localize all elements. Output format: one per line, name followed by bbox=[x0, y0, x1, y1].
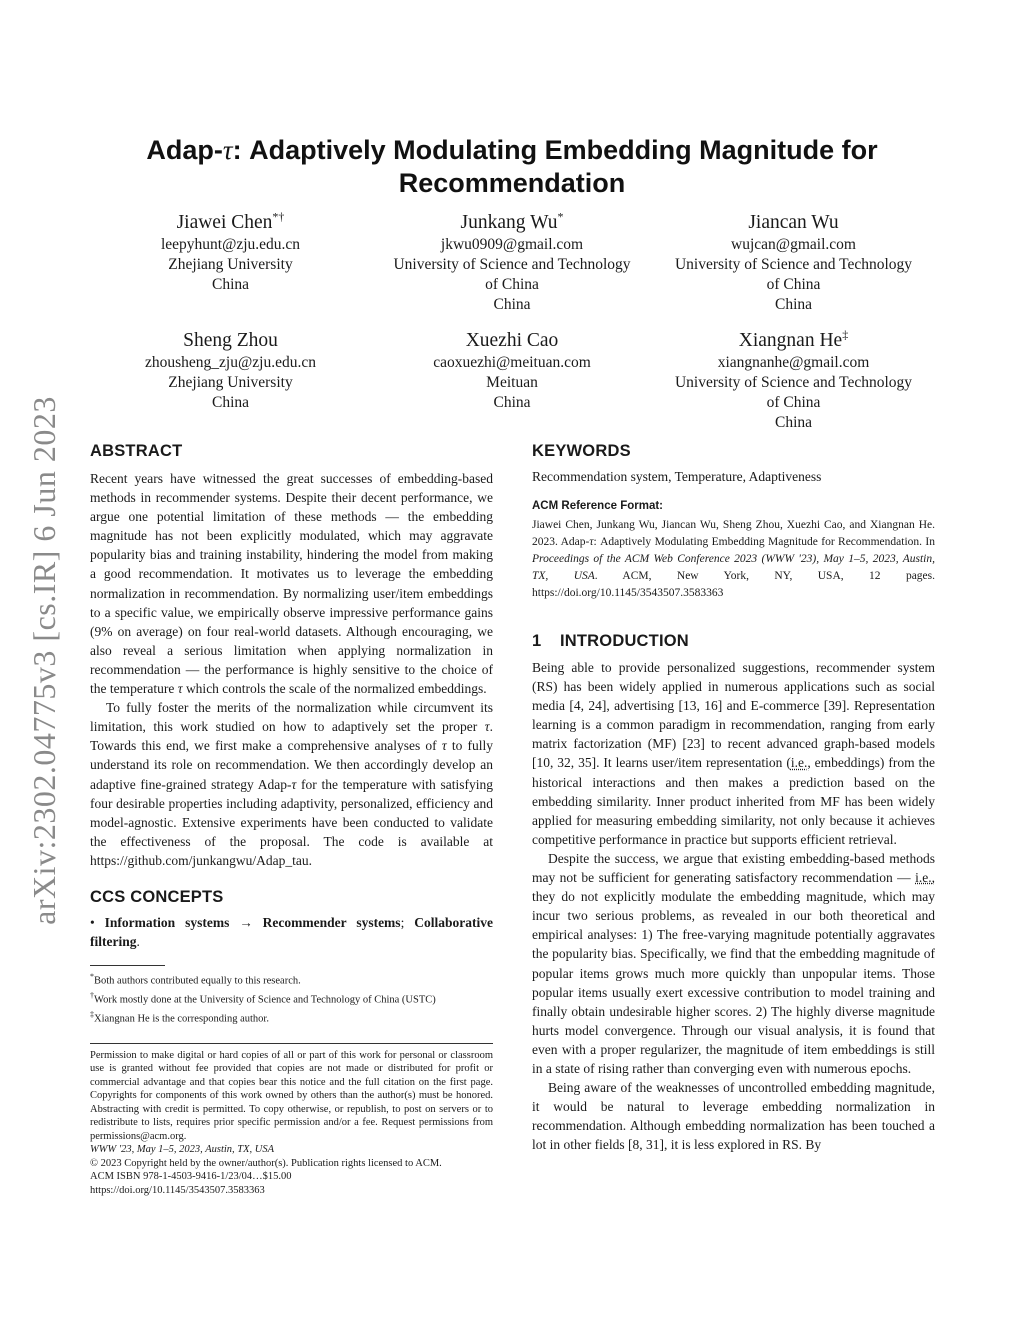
ccs-concepts-text: • Information systems → Recommender systems; Collaborative filtering. bbox=[90, 914, 493, 949]
ccs-heading: CCS CONCEPTS bbox=[90, 887, 224, 906]
author-country: China bbox=[493, 296, 531, 313]
abstract-section bbox=[90, 440, 493, 870]
footnote: †Work mostly done at the University of Science and Technology of China (USTC) bbox=[90, 990, 436, 1006]
author-email: xiangnanhe@gmail.com bbox=[717, 354, 870, 371]
arxiv-side-stamp bbox=[14, 380, 74, 940]
author-affiliation: Zhejiang University bbox=[168, 256, 293, 273]
author-block bbox=[653, 211, 934, 315]
author-name: Jiawei Chen*† bbox=[176, 209, 285, 233]
paper-title: Adap-τ: Adaptively Modulating Embedding Magnitude for Recommendation bbox=[146, 135, 878, 198]
right-column bbox=[532, 440, 935, 1154]
author-name: Sheng Zhou bbox=[183, 330, 278, 351]
author-email: zhousheng_zju@zju.edu.cn bbox=[145, 354, 316, 371]
acm-reference-venue: Proceedings of the ACM Web Conference 2023 (WWW '23), May 1–5, 2023, Austin, TX, USA bbox=[532, 553, 935, 582]
author-email: leepyhunt@zju.edu.cn bbox=[160, 236, 301, 253]
abstract-paragraph-2: To fully foster the merits of the normalization while circumvent its limitation, this work studied on how to adaptively set the proper τ. Towards this end, we first make a comprehensive analyses of τ to fully understand its role on recommendation. We then accordingly develop an adaptive fine-grained strategy Adap-τ for the temperature with satisfying four desirable properties including adaptivity, personalized, efficiency and model-agnostic. Extensive experiments have been conducted to validate the effectiveness of the proposal. The code is available at https://github.com/junkangwu/Adap_tau. bbox=[90, 700, 493, 868]
author-affiliation: University of Science and Technology bbox=[674, 374, 913, 391]
author-country: China bbox=[211, 276, 250, 293]
abstract-heading: ABSTRACT bbox=[90, 442, 183, 460]
tau-symbol: τ bbox=[589, 536, 594, 548]
author-mark: ‡ bbox=[842, 327, 849, 342]
tau-symbol: τ bbox=[177, 681, 183, 697]
tau-symbol: τ bbox=[484, 719, 490, 735]
author-affiliation: Meituan bbox=[486, 374, 538, 391]
tau-symbol: τ bbox=[441, 738, 447, 754]
author-block bbox=[372, 211, 653, 315]
author-block bbox=[372, 329, 653, 433]
footnote-rule bbox=[90, 965, 165, 966]
author-affiliation-2: of China bbox=[766, 276, 821, 293]
author-affiliation-2: of China bbox=[485, 276, 539, 293]
author-block bbox=[90, 329, 371, 433]
author-affiliation: University of Science and Technology bbox=[393, 256, 631, 273]
doi-line: https://doi.org/10.1145/3543507.3583363 bbox=[90, 1184, 265, 1196]
acm-reference-heading: ACM Reference Format: bbox=[532, 500, 663, 512]
author-name: Junkang Wu* bbox=[460, 209, 564, 233]
section-number: 1 bbox=[532, 632, 542, 650]
author-country: China bbox=[774, 414, 813, 431]
permission-block bbox=[90, 1049, 493, 1198]
author-email: jkwu0909@gmail.com bbox=[440, 236, 584, 253]
intro-paragraph-3: Being aware of the weaknesses of uncontrolled embedding magnitude, it would be natural to leverage embedding normalization in recommendation. Although embedding normalization has been touched a lot in other fields [8, 31], it is less explored in RS. By bbox=[532, 1080, 935, 1153]
intro-paragraph-1: Being able to provide personalized suggestions, recommender system (RS) has been widely applied in numerous applications such as social media [4, 24], advertising [13, 16] and E-commerce [39]. Representation learning is a common paradigm in recommendation, ranging from early matrix factorization (MF) [23] to recent advanced graph-based models [10, 32, 35]. It learns user/item representation (i.e., embeddings) from the historical interactions and then makes a prediction based on the embedding similarity. Inner product inherited from MF has been widely applied for measuring embedding similarity, not only because it achieves competitive performance in practice but supports efficient retrieval. bbox=[532, 660, 935, 847]
arxiv-id-text: arXiv:2302.04775v3 [cs.IR] 6 Jun 2023 bbox=[25, 395, 62, 925]
author-mark: *† bbox=[272, 209, 285, 224]
footnote: ‡Xiangnan He is the corresponding author. bbox=[90, 1009, 269, 1025]
intro-paragraph-2: Despite the success, we argue that existing embedding-based methods may not be sufficient for generating satisfactory recommendation — i.e., they do not explicitly modulate the embedding magnitude, which may incur two serious problems, as revealed in our both theoretical and empirical analyses: 1) The free-varying magnitude potentially aggravates the popularity bias. Specifically, we find that the embedding magnitude of popular items grows much more quickly than unpopular items. Those popular items usually exert excessive contribution to model training and finally obtain undesirable higher scores. 2) The highly diverse magnitude hurts model convergence. Through our visual analysis, it is found that even with a proper regularizer, the magnitude of item embeddings is still in a state of rising rather than converging even with numerous epochs. bbox=[532, 850, 935, 1076]
author-email: wujcan@gmail.com bbox=[731, 236, 856, 253]
author-affiliation: Zhejiang University bbox=[168, 374, 293, 391]
author-affiliation: University of Science and Technology bbox=[674, 256, 913, 273]
venue-line: WWW '23, May 1–5, 2023, Austin, TX, USA bbox=[90, 1144, 275, 1156]
keywords-text: Recommendation system, Temperature, Adaptiveness bbox=[532, 469, 822, 484]
author-row-2 bbox=[90, 329, 934, 433]
author-country: China bbox=[211, 394, 250, 411]
author-affiliation-2: of China bbox=[766, 394, 821, 411]
author-name: Xuezhi Cao bbox=[465, 330, 559, 351]
author-row-1 bbox=[90, 211, 934, 315]
author-block bbox=[90, 211, 371, 315]
author-name: Jiancan Wu bbox=[748, 212, 839, 233]
ie-abbrev: i.e., bbox=[915, 870, 935, 886]
author-block bbox=[653, 329, 934, 433]
author-country: China bbox=[774, 296, 813, 313]
copyright-line: © 2023 Copyright held by the owner/author(s). Publication rights licensed to ACM. bbox=[90, 1157, 442, 1169]
introduction-heading: 1 INTRODUCTION bbox=[532, 632, 689, 650]
footnotes bbox=[90, 970, 493, 1027]
left-column bbox=[90, 440, 493, 1197]
isbn-line: ACM ISBN 978-1-4503-9416-1/23/04…$15.00 bbox=[90, 1171, 292, 1183]
author-mark: * bbox=[557, 209, 564, 224]
permission-rule bbox=[90, 1043, 493, 1044]
keywords-heading: KEYWORDS bbox=[532, 442, 631, 460]
author-name: Xiangnan He‡ bbox=[738, 327, 849, 351]
permission-text: Permission to make digital or hard copies of all or part of this work for personal or classroom use is granted without fee provided that copies are not made or distributed for profit or commercial advantage and that copies bear this notice and the full citation on the first page. Copyrights for components of this work owned by others than the author(s) must be honored. Abstracting with credit is permitted. To copy otherwise, or republish, to post on servers or to redistribute to lists, requires prior specific permission and/or a fee. Request permissions from permissions@acm.org. bbox=[90, 1049, 493, 1142]
ie-abbrev: i.e., bbox=[790, 755, 811, 771]
footnote: *Both authors contributed equally to this research. bbox=[90, 971, 301, 987]
tau-symbol: τ bbox=[222, 135, 233, 165]
author-email: caoxuezhi@meituan.com bbox=[433, 354, 591, 371]
abstract-paragraph-1: Recent years have witnessed the great successes of embedding-based methods in recommender systems. Despite their decent performance, we argue one potential limitation of these methods — the embedding magnitude has not been explicitly modulated, which may aggravate popularity bias and training instability, hindering the model from making a good recommendation. It motivates us to leverage the embedding normalization in recommendation. By normalizing user/item embeddings to a specific value, we empirically observe impressive performance gains (9% on average) on four real-world datasets. Although encouraging, we also reveal a serious limitation when applying normalization in recommendation — the performance is highly sensitive to the choice of the temperature τ which controls the scale of the normalized embeddings. bbox=[90, 471, 493, 697]
acm-reference-text: Jiawei Chen, Junkang Wu, Jiancan Wu, Sheng Zhou, Xuezhi Cao, and Xiangnan He. 2023. Adap-τ: Adaptively Modulating Embedding Magnitude for Recommendation. In Proceedings of the ACM Web Conference 2023 (WWW '23), May 1–5, 2023, Austin, TX, USA. ACM, New York, NY, USA, 12 pages. https://doi.org/10.1145/3543507.3583363 bbox=[532, 519, 936, 599]
author-country: China bbox=[493, 394, 531, 411]
tau-symbol: τ bbox=[291, 776, 297, 792]
